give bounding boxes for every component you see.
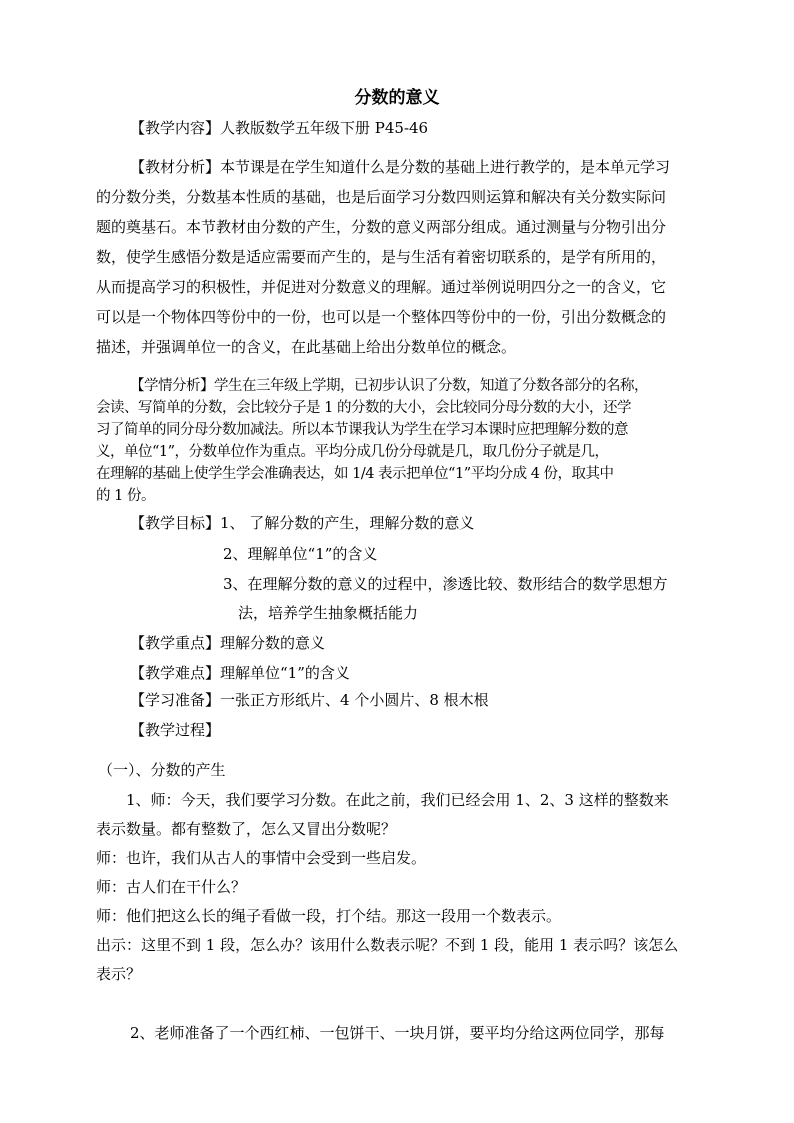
preparation: 【学习准备】一张正方形纸片、4 个小圆片、8 根木根 (130, 691, 489, 709)
student-analysis-line: 会读、写简单的分数，会比较分子是 1 的分数的大小，会比较同分母分数的大小，还学 (96, 400, 631, 416)
section-paragraph: 表示数量。都有整数了，怎么又冒出分数呢？ (96, 820, 397, 838)
section-paragraph: 出示：这里不到 1 段，怎么办？该用什么数表示呢？不到 1 段，能用 1 表示吗？该怎么 (96, 936, 679, 954)
textbook-analysis-line: 【教材分析】本节课是在学生知道什么是分数的基础上进行教学的，是本单元学习 (130, 158, 671, 176)
difficult-point: 【教学难点】理解单位“1”的含义 (130, 664, 350, 682)
textbook-analysis-line: 可以是一个物体四等份中的一份，也可以是一个整体四等份中的一份，引出分数概念的 (96, 308, 667, 326)
student-analysis-line: 习了简单的同分母分数加减法。所以本节课我认为学生在学习本课时应把理解分数的意 (96, 422, 628, 438)
textbook-analysis-line: 的分数分类，分数基本性质的基础，也是后面学习分数四则运算和解决有关分数实际问 (96, 188, 667, 206)
student-analysis-line: 义，单位“1”，分数单位作为重点。平均分成几份分母就是几，取几份分子就是几， (96, 444, 609, 460)
section-paragraph: 1、师：今天，我们要学习分数。在此之前，我们已经会用 1、2、3 这样的整数来 (126, 791, 669, 809)
teaching-goal-3-cont: 法，培养学生抽象概括能力 (238, 604, 419, 622)
section-paragraph: 师：也许，我们从古人的事情中会受到一些启发。 (96, 849, 427, 867)
key-point: 【教学重点】理解分数的意义 (130, 634, 326, 652)
teaching-content: 【教学内容】人教版数学五年级下册 P45-46 (130, 119, 429, 137)
teaching-goal-2: 2、理解单位“1”的含义 (223, 545, 378, 563)
teaching-goal-1: 【教学目标】1、 了解分数的产生，理解分数的意义 (130, 514, 475, 532)
section-paragraph: 师：古人们在干什么？ (96, 878, 247, 896)
section-paragraph: 表示？ (96, 965, 142, 983)
process-heading: 【教学过程】 (130, 721, 221, 739)
section-paragraph: 2、老师准备了一个西红柿、一包饼干、一块月饼，要平均分给这两位同学，那每 (130, 1024, 665, 1042)
student-analysis-line: 在理解的基础上使学生学会准确表达，如 1/4 表示把单位“1”平均分成 4 份，取其中 (96, 466, 614, 482)
textbook-analysis-line: 题的奠基石。本节教材由分数的产生，分数的意义两部分组成。通过测量与分物引出分 (96, 218, 667, 236)
textbook-analysis-line: 数，使学生感悟分数是适应需要而产生的，是与生活有着密切联系的，是学有所用的， (96, 248, 667, 266)
teaching-goal-3: 3、在理解分数的意义的过程中，渗透比较、数形结合的数学思想方 (223, 575, 668, 593)
textbook-analysis-line: 描述，并强调单位一的含义，在此基础上给出分数单位的概念。 (96, 338, 517, 356)
section-paragraph: 师：他们把这么长的绳子看做一段，打个结。那这一段用一个数表示。 (96, 907, 562, 925)
student-analysis-line: 【学情分析】学生在三年级上学期，已初步认识了分数，知道了分数各部分的名称， (130, 378, 648, 394)
student-analysis-line: 的 1 份。 (96, 488, 155, 504)
section-heading: （一）、分数的产生 (98, 761, 226, 779)
page-title: 分数的意义 (354, 88, 440, 108)
textbook-analysis-line: 从而提高学习的积极性，并促进对分数意义的理解。通过举例说明四分之一的含义，它 (96, 278, 667, 296)
